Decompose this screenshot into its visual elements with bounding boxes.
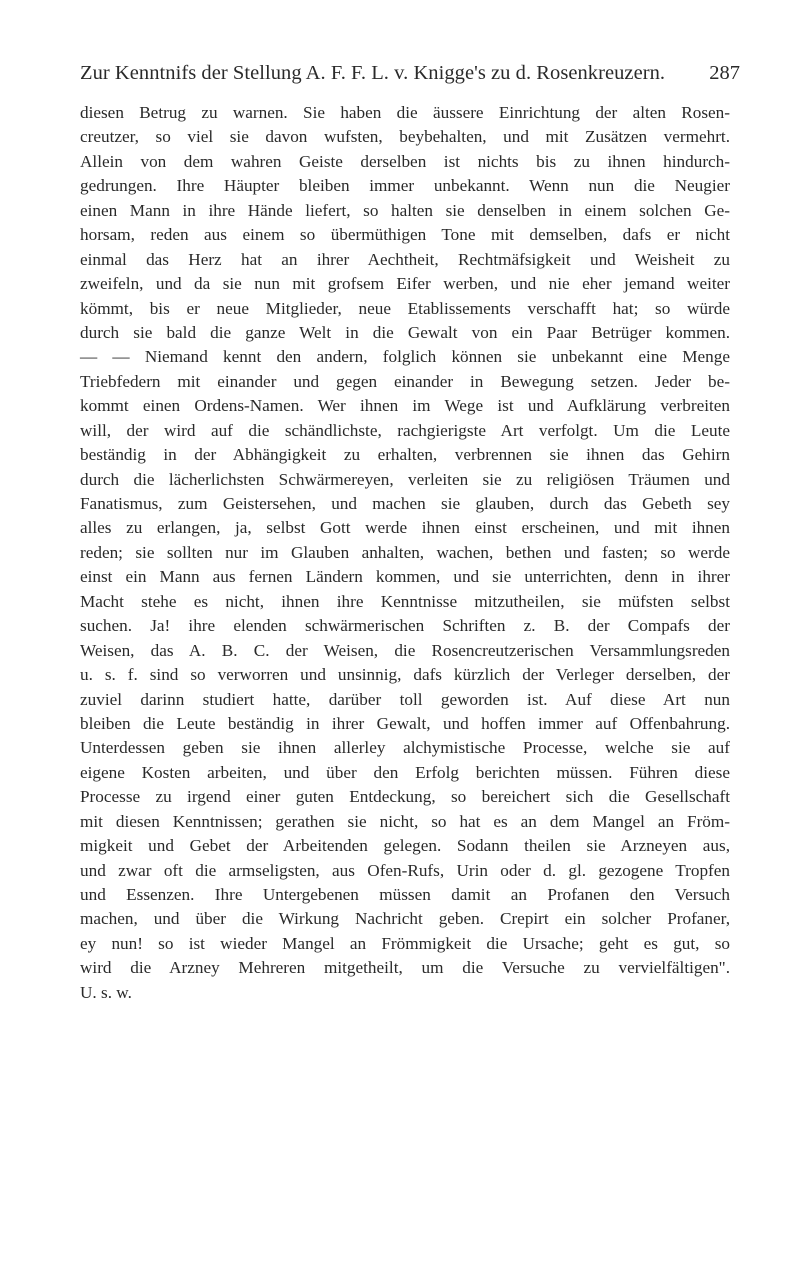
text-line: suchen. Ja! ihre elenden schwärmerischen Schriften z. B. der Compafs der — [80, 616, 730, 636]
text-line: einmal das Herz hat an ihrer Aechtheit, Rechtmäfsigkeit und Weisheit zu — [80, 249, 730, 269]
text-line: Weisen, das A. B. C. der Weisen, die Rosencreutzerischen Versammlungsreden — [80, 640, 730, 660]
text-line: zuviel darinn studiert hatte, darüber toll geworden ist. Auf diese Art nun — [80, 689, 730, 709]
running-head — [80, 62, 740, 90]
text-line: will, der wird auf die schändlichste, rachgierigste Art verfolgt. Um die Leute — [80, 420, 730, 440]
text-line: kommt einen Ordens-Namen. Wer ihnen im Wege ist und Aufklärung verbreiten — [80, 396, 730, 416]
running-title: Zur Kenntnifs der Stellung A. F. F. L. v. Knigge's zu d. Rosenkreuzern. — [80, 62, 666, 84]
text-line: beständig in der Abhängigkeit zu erhalten, verbrennen sie ihnen das Gehirn — [80, 445, 730, 465]
text-line: durch sie bald die ganze Welt in die Gewalt von ein Paar Betrüger kommen. — [80, 322, 730, 342]
text-line: durch die lächerlichsten Schwärmereyen, verleiten sie zu religiösen Träumen und — [80, 469, 730, 489]
text-line: Fanatismus, zum Geistersehen, und machen sie glauben, durch das Gebeth sey — [80, 494, 730, 513]
text-line: Triebfedern mit einander und gegen einander in Bewegung setzen. Jeder be- — [80, 371, 730, 391]
text-line: u. s. f. sind so verworren und unsinnig, dafs kürzlich der Verleger derselben, der — [80, 665, 730, 685]
text-line: einst ein Mann aus fernen Ländern kommen, und sie unterrichten, denn in ihrer — [80, 567, 730, 587]
text-line: migkeit und Gebet der Arbeitenden gelegen. Sodann theilen sie Arzneyen aus, — [80, 836, 730, 856]
text-line: mit diesen Kenntnissen; gerathen sie nicht, so hat es an dem Mangel an Fröm- — [80, 811, 730, 831]
text-line: — — Niemand kennt den andern, folglich können sie unbekannt eine Menge — [80, 347, 730, 367]
text-line: Allein von dem wahren Geiste derselben ist nichts bis zu ihnen hindurch- — [80, 151, 730, 171]
text-line: reden; sie sollten nur im Glauben anhalten, wachen, bethen und fasten; so werde — [80, 542, 730, 562]
text-line: alles zu erlangen, ja, selbst Gott werde ihnen einst erscheinen, und mit ihnen — [80, 518, 730, 538]
text-line: wird die Arzney Mehreren mitgetheilt, um die Versuche zu vervielfältigen". — [80, 958, 730, 978]
text-line: und Essenzen. Ihre Untergebenen müssen damit an Profanen den Versuch — [80, 885, 730, 904]
text-line: Macht stehe es nicht, ihnen ihre Kenntnisse mitzutheilen, sie müfsten selbst — [80, 591, 730, 611]
text-line: eigene Kosten arbeiten, und über den Erfolg berichten müssen. Führen diese — [80, 762, 730, 782]
text-line: Processe zu irgend einer guten Entdeckung, so bereichert sich die Gesellschaft — [80, 787, 730, 807]
text-line: zweifeln, und da sie nun mit grofsem Eifer werben, und nie eher jemand weiter — [80, 274, 730, 294]
text-line: creutzer, so viel sie davon wufsten, beybehalten, und mit Zusätzen vermehrt. — [80, 127, 730, 147]
text-line: machen, und über die Wirkung Nachricht geben. Crepirt ein solcher Profaner, — [80, 909, 730, 929]
text-line: diesen Betrug zu warnen. Sie haben die äussere Einrichtung der alten Rosen- — [80, 103, 730, 122]
text-line: gedrungen. Ihre Häupter bleiben immer unbekannt. Wenn nun die Neugier — [80, 176, 730, 196]
body-text — [80, 101, 730, 1005]
text-line: ey nun! so ist wieder Mangel an Frömmigkeit die Ursache; geht es gut, so — [80, 933, 730, 953]
text-line: kömmt, bis er neue Mitglieder, neue Etablissements verschafft hat; so würde — [80, 298, 730, 318]
text-line: horsam, reden aus einem so übermüthigen Tone mit demselben, dafs er nicht — [80, 225, 730, 245]
page-number: 287 — [709, 62, 740, 84]
text-line: und zwar oft die armseligsten, aus Ofen-Rufs, Urin oder d. gl. gezogene Tropfen — [80, 860, 730, 880]
text-line: einen Mann in ihre Hände liefert, so halten sie denselben in einem solchen Ge- — [80, 200, 730, 220]
text-line: U. s. w. — [80, 982, 132, 1002]
text-line: Unterdessen geben sie ihnen allerley alchymistische Processe, welche sie auf — [80, 738, 730, 758]
text-line: bleiben die Leute beständig in ihrer Gewalt, und hoffen immer auf Offenbahrung. — [80, 713, 730, 733]
